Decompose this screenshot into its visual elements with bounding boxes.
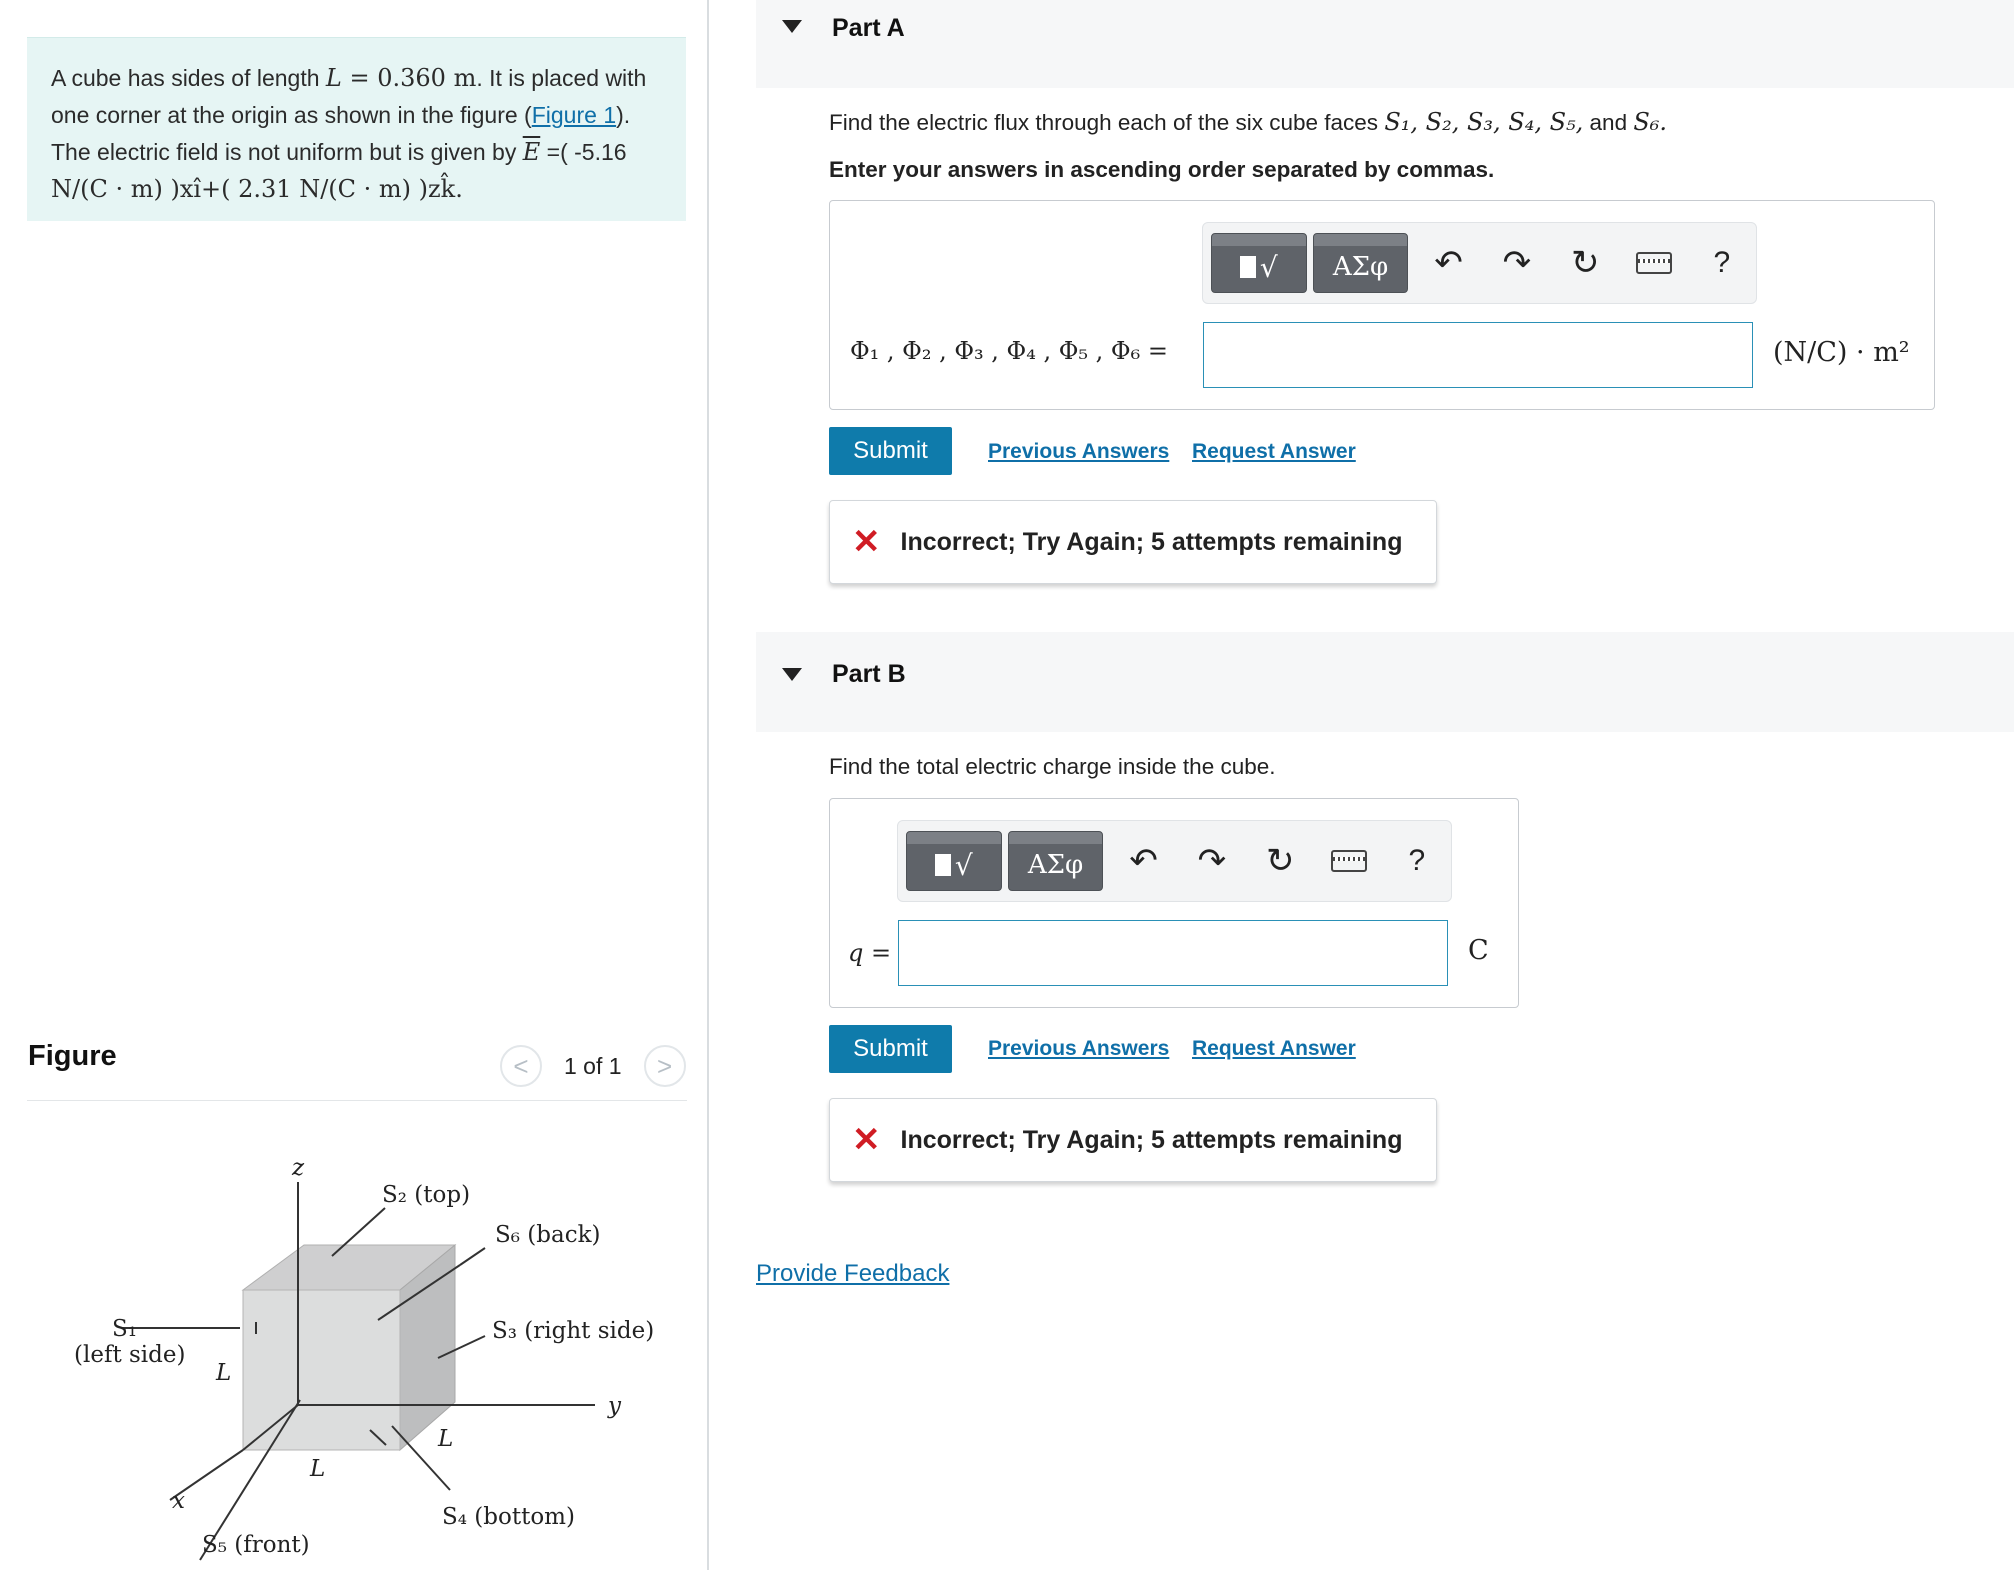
error-x-icon: ✕ <box>852 523 881 561</box>
part-a-faces: S₁, S₂, S₃, S₄, S₅, <box>1384 108 1584 136</box>
part-a-previous-answers-link[interactable]: Previous Answers <box>988 440 1170 463</box>
part-b-toolbar <box>897 820 1452 902</box>
problem-text-3: ). <box>616 102 631 128</box>
left-panel <box>0 0 709 1570</box>
keyboard-button[interactable] <box>1619 233 1687 293</box>
reset-button[interactable] <box>1246 831 1314 891</box>
redo-button[interactable] <box>1483 233 1551 293</box>
part-a-last-face: S₆. <box>1633 108 1668 136</box>
redo-button[interactable] <box>1178 831 1246 891</box>
s6-label: S₆ (back) <box>495 1222 601 1248</box>
greek-icon: ΑΣφ <box>1027 850 1084 880</box>
part-a-request-answer-link[interactable]: Request Answer <box>1192 440 1356 463</box>
part-a-feedback <box>829 500 1437 584</box>
part-a-prompt <box>829 108 1667 136</box>
collapse-triangle-icon <box>782 20 802 33</box>
term-1: )xî+( 2.31 <box>162 175 300 203</box>
redo-icon: ↷ <box>1197 842 1227 880</box>
s2-label: S₂ (top) <box>382 1182 471 1208</box>
part-b-eq-label: q = <box>848 939 892 967</box>
z-label: z <box>292 1155 305 1181</box>
part-b-answer-box <box>829 798 1519 1008</box>
part-a-header[interactable] <box>756 0 2014 88</box>
part-b-prompt: Find the total electric charge inside the cube. <box>829 754 1276 779</box>
keyboard-button[interactable] <box>1314 831 1382 891</box>
part-a-prompt-text: Find the electric flux through each of the six cube faces <box>829 110 1385 135</box>
s4-label: S₄ (bottom) <box>442 1504 575 1530</box>
part-a-and: and <box>1583 110 1634 135</box>
s1-label: S₁ <box>112 1316 137 1342</box>
part-b-previous-answers-link[interactable]: Previous Answers <box>988 1037 1170 1060</box>
length-variable: L <box>325 64 342 92</box>
error-x-icon: ✕ <box>852 1121 881 1159</box>
redo-icon: ↷ <box>1502 244 1532 282</box>
length-label-front: L <box>310 1456 326 1482</box>
chevron-right-icon: > <box>656 1050 673 1081</box>
chevron-left-icon: < <box>513 1050 529 1081</box>
undo-button[interactable] <box>1109 831 1177 891</box>
part-a-submit-button[interactable]: Submit <box>829 427 952 475</box>
problem-statement <box>27 37 686 221</box>
unit-2: N/(C · m) <box>299 175 412 203</box>
template-square-icon <box>935 854 951 876</box>
x-label: x <box>172 1488 185 1514</box>
reset-icon: ↻ <box>1265 842 1295 880</box>
part-a-answer-box <box>829 200 1935 410</box>
part-a-feedback-text: Incorrect; Try Again; 5 attempts remaining <box>900 527 1403 556</box>
part-b-title: Part B <box>832 660 906 688</box>
s6-leader-2 <box>460 1248 485 1265</box>
problem-text-1: A cube has sides of length <box>51 65 320 91</box>
prev-figure-button[interactable] <box>500 1045 542 1087</box>
template-square-icon <box>1240 256 1256 278</box>
help-button[interactable] <box>1688 233 1756 293</box>
pager-text: 1 of 1 <box>564 1052 622 1079</box>
figure-heading: Figure <box>28 1040 117 1072</box>
undo-icon: ↶ <box>1434 244 1463 282</box>
length-label-right: L <box>438 1426 454 1452</box>
templates-button[interactable] <box>906 831 1002 891</box>
part-b-submit-button[interactable]: Submit <box>829 1025 952 1073</box>
collapse-triangle-icon <box>782 668 802 681</box>
s1-sub-label: (left side) <box>74 1342 186 1368</box>
field-symbol: $\overline{E}$ <box>522 138 541 166</box>
keyboard-icon <box>1636 252 1672 274</box>
part-a-title: Part A <box>832 14 905 42</box>
s5-label: S₅ (front) <box>202 1532 310 1558</box>
sqrt-icon: √ <box>954 848 973 882</box>
part-b-feedback-text: Incorrect; Try Again; 5 attempts remaining <box>900 1125 1403 1154</box>
part-a-toolbar <box>1202 222 1757 304</box>
part-a-eq-label: Φ₁ , Φ₂ , Φ₃ , Φ₄ , Φ₅ , Φ₆ = <box>850 337 1168 365</box>
reset-button[interactable] <box>1551 233 1619 293</box>
part-b-feedback <box>829 1098 1437 1182</box>
part-b-unit: C <box>1468 935 1489 966</box>
part-a-unit: (N/C) · m² <box>1773 337 1910 368</box>
figure-link[interactable]: Figure 1 <box>531 102 617 128</box>
part-a-instruction: Enter your answers in ascending order separated by commas. <box>829 157 1495 182</box>
problem-text-4: The electric field is not uniform but is given by <box>51 139 517 165</box>
greek-symbols-button[interactable] <box>1313 233 1409 293</box>
length-label-left: L <box>216 1360 232 1386</box>
figure-pager <box>500 1044 686 1088</box>
unit-1: N/(C · m) <box>51 175 163 203</box>
help-icon: ? <box>1713 246 1731 279</box>
cube-front-face <box>243 1290 400 1450</box>
s3-label: S₃ (right side) <box>492 1318 655 1344</box>
greek-icon: ΑΣφ <box>1332 252 1389 282</box>
figure-divider <box>27 1100 687 1101</box>
part-b-answer-input[interactable] <box>898 920 1448 986</box>
length-value: = 0.360 m <box>341 64 477 92</box>
term-2: )zk̂. <box>411 175 463 203</box>
cube-figure <box>40 1140 660 1570</box>
y-label: y <box>608 1393 621 1419</box>
undo-icon: ↶ <box>1129 842 1158 880</box>
sqrt-icon: √ <box>1259 250 1278 284</box>
problem-text-2: . It is placed with one corner at the origin as shown in the figure ( <box>51 65 647 128</box>
next-figure-button[interactable] <box>644 1045 686 1087</box>
greek-symbols-button[interactable] <box>1008 831 1104 891</box>
field-eq: =( -5.16 <box>540 139 627 165</box>
part-b-header[interactable] <box>756 632 2014 732</box>
templates-button[interactable] <box>1211 233 1307 293</box>
undo-button[interactable] <box>1414 233 1482 293</box>
provide-feedback-link[interactable]: Provide Feedback <box>756 1260 950 1287</box>
help-icon: ? <box>1408 844 1426 877</box>
keyboard-icon <box>1331 850 1367 872</box>
part-a-answer-input[interactable] <box>1203 322 1753 388</box>
help-button[interactable] <box>1383 831 1451 891</box>
reset-icon: ↻ <box>1570 244 1600 282</box>
part-b-request-answer-link[interactable]: Request Answer <box>1192 1037 1356 1060</box>
